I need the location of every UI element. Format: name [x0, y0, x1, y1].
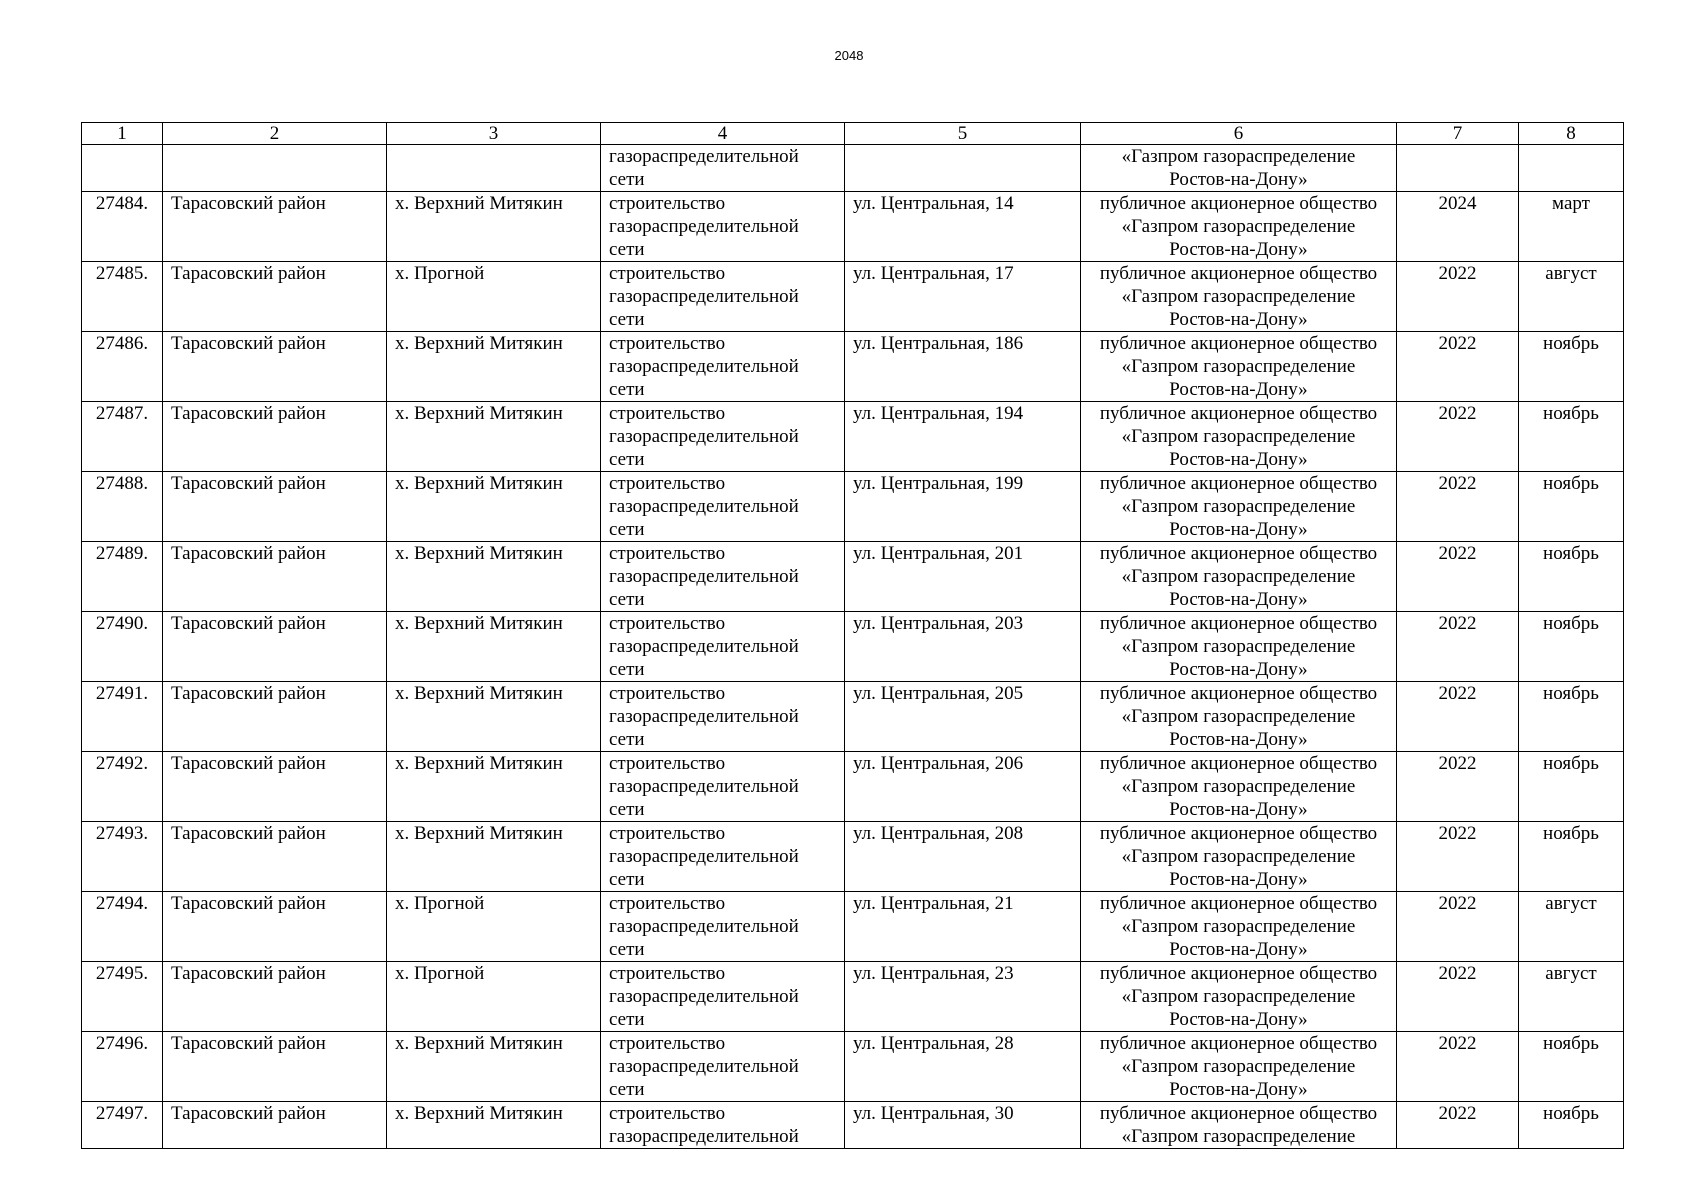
cell-locality: х. Верхний Митякин [387, 822, 601, 892]
cell-district: Тарасовский район [163, 752, 387, 822]
cell-district: Тарасовский район [163, 612, 387, 682]
column-header: 1 [82, 123, 163, 145]
cell-organization: публичное акционерное общество «Газпром газораспределение Ростов-на-Дону» [1081, 262, 1397, 332]
cell-month: ноябрь [1519, 402, 1624, 472]
cell-district: Тарасовский район [163, 402, 387, 472]
cell-organization: публичное акционерное общество «Газпром газораспределение Ростов-на-Дону» [1081, 472, 1397, 542]
continuation-row [82, 145, 1624, 192]
table-row [82, 612, 1624, 682]
cell-address: ул. Центральная, 186 [845, 332, 1081, 402]
cell-address: ул. Центральная, 30 [845, 1102, 1081, 1149]
cell-work: строительство газораспределительной сети [601, 402, 845, 472]
cell-number: 27492. [82, 752, 163, 822]
cell-locality: х. Верхний Митякин [387, 472, 601, 542]
cell-work: строительство газораспределительной сети [601, 612, 845, 682]
column-header: 3 [387, 123, 601, 145]
cell-district: Тарасовский район [163, 1102, 387, 1149]
cell-work: строительство газораспределительной сети [601, 892, 845, 962]
cell-month: август [1519, 262, 1624, 332]
cell-locality: х. Верхний Митякин [387, 612, 601, 682]
cell-year: 2022 [1397, 402, 1519, 472]
cell-district: Тарасовский район [163, 822, 387, 892]
cell-month: ноябрь [1519, 472, 1624, 542]
table-row [82, 892, 1624, 962]
cell-work: строительство газораспределительной сети [601, 542, 845, 612]
cell-locality: х. Верхний Митякин [387, 542, 601, 612]
cell-district: Тарасовский район [163, 542, 387, 612]
table-row [82, 402, 1624, 472]
cell-number: 27490. [82, 612, 163, 682]
cell-work: строительство газораспределительной сети [601, 262, 845, 332]
cell-organization: публичное акционерное общество «Газпром газораспределение Ростов-на-Дону» [1081, 332, 1397, 402]
cell-number: 27491. [82, 682, 163, 752]
cell-locality: х. Верхний Митякин [387, 1032, 601, 1102]
cell-address: ул. Центральная, 28 [845, 1032, 1081, 1102]
table-row [82, 1032, 1624, 1102]
cell-district [163, 145, 387, 192]
cell-month: ноябрь [1519, 542, 1624, 612]
column-header: 5 [845, 123, 1081, 145]
table-row [82, 332, 1624, 402]
cell-locality: х. Верхний Митякин [387, 192, 601, 262]
cell-work: строительство газораспределительной сети [601, 682, 845, 752]
cell-number: 27487. [82, 402, 163, 472]
cell-month: ноябрь [1519, 332, 1624, 402]
table-row [82, 682, 1624, 752]
header-row [82, 123, 1624, 145]
cell-work: строительство газораспределительной сети [601, 962, 845, 1032]
table-row [82, 472, 1624, 542]
column-header: 7 [1397, 123, 1519, 145]
cell-locality: х. Верхний Митякин [387, 752, 601, 822]
cell-organization: публичное акционерное общество «Газпром газораспределение Ростов-на-Дону» [1081, 892, 1397, 962]
cell-organization: публичное акционерное общество «Газпром газораспределение Ростов-на-Дону» [1081, 822, 1397, 892]
cell-month: ноябрь [1519, 612, 1624, 682]
cell-district: Тарасовский район [163, 262, 387, 332]
cell-organization: публичное акционерное общество «Газпром газораспределение Ростов-на-Дону» [1081, 962, 1397, 1032]
cell-organization: «Газпром газораспределение Ростов-на-Дону» [1081, 145, 1397, 192]
cell-month: ноябрь [1519, 1032, 1624, 1102]
cell-locality: х. Прогной [387, 262, 601, 332]
table-row [82, 962, 1624, 1032]
cell-organization: публичное акционерное общество «Газпром газораспределение [1081, 1102, 1397, 1149]
column-header: 6 [1081, 123, 1397, 145]
cell-number: 27495. [82, 962, 163, 1032]
cell-year: 2022 [1397, 1032, 1519, 1102]
cell-district: Тарасовский район [163, 192, 387, 262]
cell-number: 27493. [82, 822, 163, 892]
cell-year: 2022 [1397, 822, 1519, 892]
cell-year: 2022 [1397, 752, 1519, 822]
table-row [82, 1102, 1624, 1149]
cell-address: ул. Центральная, 14 [845, 192, 1081, 262]
cell-work: строительство газораспределительной сети [601, 752, 845, 822]
cell-district: Тарасовский район [163, 1032, 387, 1102]
cell-month: март [1519, 192, 1624, 262]
cell-locality: х. Прогной [387, 962, 601, 1032]
cell-work: строительство газораспределительной сети [601, 332, 845, 402]
cell-number: 27484. [82, 192, 163, 262]
cell-year: 2022 [1397, 542, 1519, 612]
cell-address: ул. Центральная, 208 [845, 822, 1081, 892]
cell-year: 2022 [1397, 332, 1519, 402]
page-number: 2048 [834, 48, 864, 63]
cell-locality: х. Верхний Митякин [387, 402, 601, 472]
cell-organization: публичное акционерное общество «Газпром газораспределение Ростов-на-Дону» [1081, 1032, 1397, 1102]
cell-organization: публичное акционерное общество «Газпром газораспределение Ростов-на-Дону» [1081, 542, 1397, 612]
cell-locality: х. Верхний Митякин [387, 332, 601, 402]
cell-work: строительство газораспределительной [601, 1102, 845, 1149]
cell-address: ул. Центральная, 199 [845, 472, 1081, 542]
cell-month [1519, 145, 1624, 192]
table-row [82, 192, 1624, 262]
cell-month: август [1519, 962, 1624, 1032]
cell-organization: публичное акционерное общество «Газпром газораспределение Ростов-на-Дону» [1081, 192, 1397, 262]
cell-organization: публичное акционерное общество «Газпром газораспределение Ростов-на-Дону» [1081, 402, 1397, 472]
cell-work: строительство газораспределительной сети [601, 192, 845, 262]
cell-locality: х. Верхний Митякин [387, 682, 601, 752]
cell-locality [387, 145, 601, 192]
table-row [82, 542, 1624, 612]
cell-number: 27489. [82, 542, 163, 612]
cell-organization: публичное акционерное общество «Газпром газораспределение Ростов-на-Дону» [1081, 612, 1397, 682]
cell-number: 27485. [82, 262, 163, 332]
cell-address: ул. Центральная, 17 [845, 262, 1081, 332]
cell-year: 2022 [1397, 1102, 1519, 1149]
cell-year: 2022 [1397, 262, 1519, 332]
cell-year: 2022 [1397, 472, 1519, 542]
cell-locality: х. Прогной [387, 892, 601, 962]
column-header: 4 [601, 123, 845, 145]
cell-address: ул. Центральная, 203 [845, 612, 1081, 682]
cell-month: ноябрь [1519, 682, 1624, 752]
cell-number: 27497. [82, 1102, 163, 1149]
cell-work: строительство газораспределительной сети [601, 1032, 845, 1102]
table-row [82, 262, 1624, 332]
cell-address: ул. Центральная, 194 [845, 402, 1081, 472]
cell-number: 27496. [82, 1032, 163, 1102]
cell-district: Тарасовский район [163, 682, 387, 752]
cell-work: строительство газораспределительной сети [601, 822, 845, 892]
cell-district: Тарасовский район [163, 892, 387, 962]
column-header: 8 [1519, 123, 1624, 145]
cell-year: 2022 [1397, 682, 1519, 752]
cell-number: 27494. [82, 892, 163, 962]
data-table [81, 122, 1624, 1149]
cell-district: Тарасовский район [163, 332, 387, 402]
cell-month: ноябрь [1519, 1102, 1624, 1149]
cell-work: газораспределительной сети [601, 145, 845, 192]
cell-month: ноябрь [1519, 752, 1624, 822]
cell-number: 27488. [82, 472, 163, 542]
cell-organization: публичное акционерное общество «Газпром газораспределение Ростов-на-Дону» [1081, 752, 1397, 822]
cell-address: ул. Центральная, 21 [845, 892, 1081, 962]
cell-address: ул. Центральная, 23 [845, 962, 1081, 1032]
cell-month: август [1519, 892, 1624, 962]
cell-year: 2022 [1397, 962, 1519, 1032]
cell-year [1397, 145, 1519, 192]
table-row [82, 752, 1624, 822]
cell-address [845, 145, 1081, 192]
cell-locality: х. Верхний Митякин [387, 1102, 601, 1149]
cell-address: ул. Центральная, 205 [845, 682, 1081, 752]
cell-address: ул. Центральная, 206 [845, 752, 1081, 822]
cell-year: 2022 [1397, 612, 1519, 682]
cell-district: Тарасовский район [163, 962, 387, 1032]
cell-year: 2024 [1397, 192, 1519, 262]
table-row [82, 822, 1624, 892]
cell-district: Тарасовский район [163, 472, 387, 542]
cell-number [82, 145, 163, 192]
cell-number: 27486. [82, 332, 163, 402]
column-header: 2 [163, 123, 387, 145]
cell-organization: публичное акционерное общество «Газпром газораспределение Ростов-на-Дону» [1081, 682, 1397, 752]
cell-month: ноябрь [1519, 822, 1624, 892]
cell-year: 2022 [1397, 892, 1519, 962]
cell-work: строительство газораспределительной сети [601, 472, 845, 542]
cell-address: ул. Центральная, 201 [845, 542, 1081, 612]
